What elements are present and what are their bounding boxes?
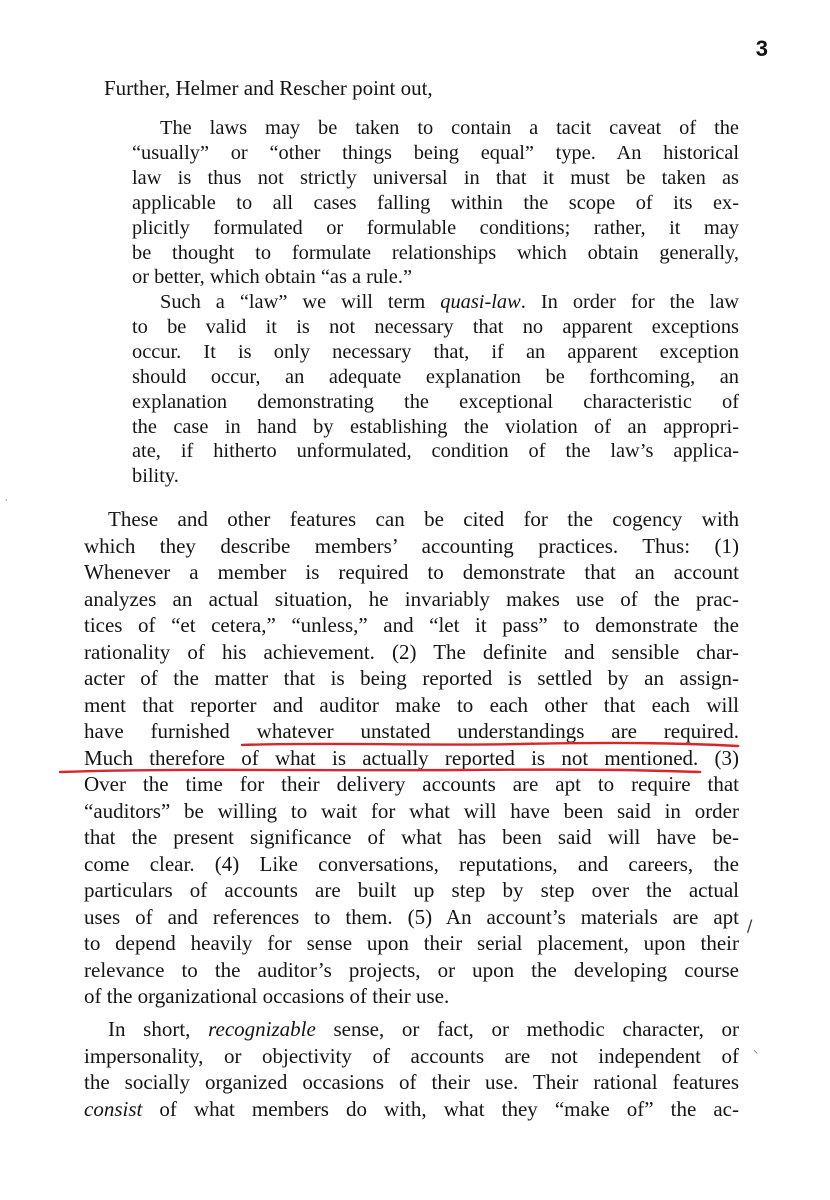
body-line: tices of “et cetera,” “unless,” and “let it pass” to demonstrate the	[84, 613, 739, 637]
body-paragraph-2	[84, 1016, 739, 1122]
quote-line: “usually” or “other things being equal” type. An historical	[132, 141, 739, 164]
body-text: In short,	[108, 1017, 209, 1041]
quote-line: bility.	[132, 465, 179, 488]
quote-line	[132, 290, 739, 315]
stray-dot-mark: ·	[5, 496, 8, 505]
quasi-law-term: quasi-law	[440, 291, 521, 313]
body-text: of what members do with, what they “make of” the ac-	[142, 1096, 739, 1121]
quote-line: applicable to all cases falling within the scope of its ex-	[132, 191, 739, 214]
quote-line: or better, which obtain “as a rule.”	[132, 266, 413, 289]
body-line	[84, 1016, 739, 1043]
body-text: sense, or fact, or methodic character, or	[315, 1017, 739, 1041]
body-line: to depend heavily for sense upon their serial placement, upon their	[84, 931, 739, 955]
consist-emphasis: consist	[84, 1096, 143, 1121]
block-quote-paragraph-2	[132, 290, 739, 489]
quote-line: law is thus not strictly universal in that it must be taken as	[132, 166, 739, 189]
block-quote-paragraph-1	[132, 116, 739, 290]
quote-line: should occur, an adequate explanation be forthcoming, an	[132, 365, 739, 388]
underlined-line-2: Much therefore of what is actually reported is not mentioned. (3)	[84, 745, 739, 770]
quote-line: ate, if hitherto unformulated, condition of the law’s applica-	[132, 440, 739, 463]
quote-line: The laws may be taken to contain a tacit caveat of the	[160, 117, 739, 139]
body-line: particulars of accounts are built up step by step over the actual	[84, 878, 739, 902]
body-line: analyzes an actual situation, he invariably makes use of the prac-	[84, 586, 739, 611]
quote-text: Such a “law” we will term	[160, 291, 441, 313]
intro-line: Further, Helmer and Rescher point out,	[104, 76, 433, 100]
quote-line: be thought to formulate relationships which obtain generally,	[132, 241, 739, 264]
body-line: These and other features can be cited for the cogency with	[108, 507, 739, 531]
stray-tick-mark: ⸌	[753, 1049, 758, 1060]
quote-line: explanation demonstrating the exceptional characteristic of	[132, 390, 739, 413]
body-line: acter of the matter that is being reported is settled by an assign-	[84, 666, 739, 690]
quote-line: occur. It is only necessary that, if an apparent exception	[132, 340, 739, 363]
page-number: 3	[755, 36, 768, 61]
body-line: impersonality, or objectivity of accounts are not independent of	[84, 1043, 739, 1068]
body-line: Over the time for their delivery accounts are apt to require that	[84, 772, 739, 796]
body-line: “auditors” be willing to wait for what will have been said in order	[84, 798, 739, 823]
quote-line: plicitly formulated or formulable conditions; rather, it may	[132, 216, 739, 239]
body-line: uses of and references to them. (5) An account’s materials are apt	[84, 904, 739, 929]
body-paragraph-1	[84, 506, 739, 1010]
underlined-line-1: have furnished whatever unstated understandings are required.	[84, 719, 739, 743]
stray-pen-mark: /	[747, 916, 753, 935]
body-line: relevance to the auditor’s projects, or upon the developing course	[84, 957, 739, 982]
body-line: that the present significance of what has been said will have be-	[84, 825, 739, 849]
body-line: come clear. (4) Like conversations, reputations, and careers, the	[84, 851, 739, 876]
body-line: the socially organized occasions of their use. Their rational features	[84, 1070, 739, 1094]
quote-line: the case in hand by establishing the violation of an appropri-	[132, 415, 739, 438]
quote-line: to be valid it is not necessary that no apparent exceptions	[132, 315, 739, 338]
body-line: which they describe members’ accounting practices. Thus: (1)	[84, 533, 739, 558]
quote-text: . In order for the law	[520, 291, 739, 313]
body-line: Whenever a member is required to demonstrate that an account	[84, 560, 739, 584]
body-line: ment that reporter and auditor make to each other that each will	[84, 692, 739, 717]
body-line: rationality of his achievement. (2) The definite and sensible char-	[84, 639, 739, 664]
recognizable-emphasis: recognizable	[208, 1017, 316, 1041]
body-line: of the organizational occasions of their use.	[84, 984, 450, 1008]
body-line	[84, 1096, 739, 1123]
